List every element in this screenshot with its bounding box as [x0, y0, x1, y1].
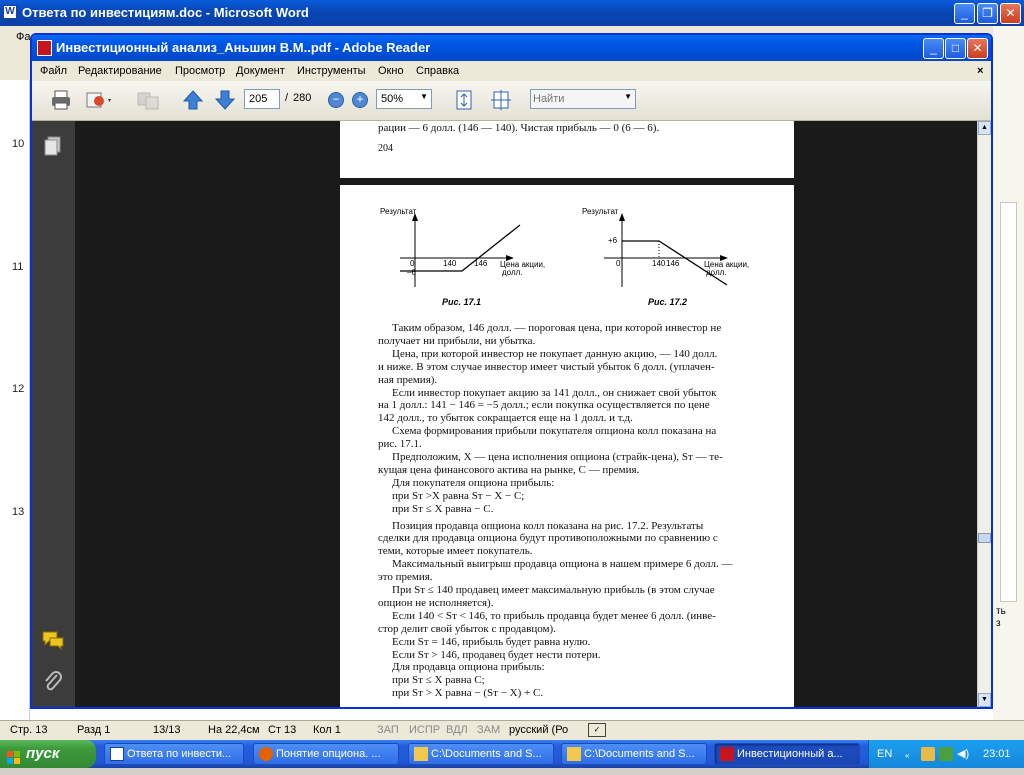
menu-edit[interactable]: Редактирование — [78, 65, 162, 77]
fit-width-icon[interactable] — [490, 89, 512, 111]
start-label: пуск — [26, 745, 60, 762]
task-label: Ответа по инвести... — [127, 748, 232, 760]
page-text-line: при Sᴛ ≤ X равна C; — [392, 674, 485, 687]
page-text-line: Если Sᴛ > 146, продавец будет нести потери. — [392, 648, 601, 661]
menu-window[interactable]: Окно — [378, 65, 404, 77]
word-statusbar — [0, 720, 1024, 740]
page-text-line: Если 140 < Sᴛ < 146, то прибыль продавца будет менее 6 долл. (инве- — [392, 609, 716, 622]
fig2-caption: Рис. 17.2 — [648, 297, 688, 307]
menu-document[interactable]: Документ — [236, 65, 285, 77]
system-tray — [868, 740, 1024, 768]
page-text-line: Схема формирования прибыли покупателя опциона колл показана на — [392, 425, 717, 438]
adobe-minimize-button[interactable]: _ — [923, 38, 944, 59]
fig2-ylabel: Результат — [582, 207, 619, 216]
print-icon[interactable] — [50, 89, 72, 111]
clock: 23:01 — [983, 748, 1011, 760]
page-text-line: Таким образом, 146 долл. — пороговая цена, при которой инвестор не — [392, 322, 722, 334]
fig2-xlabel-unit: долл. — [706, 268, 727, 277]
fit-page-icon[interactable] — [454, 89, 474, 111]
navigation-panel — [32, 121, 75, 709]
ruler-number: 11 — [12, 261, 24, 273]
zoom-select[interactable] — [376, 89, 432, 109]
word-restore-button[interactable]: ❐ — [977, 3, 998, 24]
page-text-line: Для продавца опциона прибыль: — [392, 661, 545, 674]
adobe-menubar — [32, 61, 991, 81]
fig1-zero: 0 — [410, 259, 415, 268]
word-menu-file[interactable]: Фа — [16, 31, 31, 43]
status-language: русский (Ро — [509, 724, 569, 736]
comments-icon[interactable] — [41, 629, 65, 651]
word-close-button[interactable]: ✕ — [1000, 3, 1021, 24]
find-box[interactable] — [530, 89, 636, 109]
scroll-down-icon[interactable]: ▼ — [978, 693, 991, 707]
tray-expand-icon[interactable]: « — [905, 751, 910, 760]
scroll-up-icon[interactable]: ▲ — [978, 121, 991, 135]
word-right-scroll-area[interactable] — [993, 26, 1024, 720]
zoom-value: 50% — [381, 93, 404, 105]
status-section: Разд 1 — [77, 724, 111, 736]
menu-file[interactable]: Файл — [40, 65, 68, 77]
page-text-line: теми, которые имеет покупатель. — [378, 545, 533, 558]
previous-page-icon[interactable] — [182, 89, 204, 111]
page-text-line: получает ни прибыли, ни убытка. — [378, 334, 536, 347]
page-text-line: при Sᴛ >X равна Sᴛ − X − C; — [392, 489, 525, 502]
pdf-page-205 — [340, 185, 794, 709]
fig1-tick-140: 140 — [443, 259, 457, 268]
task-adobe-reader[interactable] — [714, 743, 860, 765]
document-view[interactable] — [75, 121, 977, 709]
windows-logo-icon — [7, 747, 21, 761]
page-text-line: и ниже. В этом случае инвестор имеет чистый убыток 6 долл. (уплачен- — [378, 360, 715, 373]
fig1-minus: –6 — [407, 268, 416, 277]
page-number: 204 — [378, 143, 393, 154]
page-separator: / — [285, 92, 289, 104]
word-icon — [110, 747, 124, 761]
fig2-plus: +6 — [608, 236, 618, 245]
page-text-line: кущая цена финансового актива на рынке, C — премия. — [378, 463, 640, 476]
email-icon[interactable] — [84, 89, 114, 111]
page-text-line: на 1 долл.: 141 − 146 = −5 долл.; если покупка осуществляется по цене — [378, 399, 710, 412]
menu-help[interactable]: Справка — [416, 65, 460, 77]
find-input[interactable] — [533, 91, 621, 107]
page-text-line: Позиция продавца опциона колл показана на рис. 17.2. Результаты — [392, 519, 704, 532]
word-side-text: ть — [996, 606, 1006, 617]
menu-close-doc[interactable]: × — [977, 65, 984, 77]
page-text-line: Если Sᴛ = 146, прибыль будет равна нулю. — [392, 635, 591, 648]
page-text-line: это премия. — [378, 571, 433, 584]
page-text-line: рис. 17.1. — [378, 438, 422, 451]
word-side-text: з — [996, 618, 1001, 629]
adobe-reader-window — [30, 33, 993, 709]
firefox-icon — [259, 747, 273, 761]
task-label: C:\Documents and S... — [584, 748, 695, 760]
adobe-toolbar — [32, 81, 991, 121]
page-text-line: Цена, при которой инвестор не покупает данную акцию, — 140 долл. — [392, 347, 718, 360]
volume-icon[interactable]: ◀) — [957, 748, 970, 760]
fig2-tick-140: 140 — [652, 259, 666, 268]
page-text-line: При Sᴛ ≤ 140 продавец имеет максимальную прибыль (в этом случае — [392, 584, 715, 596]
status-col: Кол 1 — [313, 724, 341, 736]
menu-tools[interactable]: Инструменты — [297, 65, 366, 77]
word-title-text: Ответа по инвестициям.doc - Microsoft Word — [22, 5, 309, 20]
status-ext[interactable]: ВДЛ — [446, 724, 468, 736]
page-text-line: опцион не исполняется). — [378, 596, 494, 609]
scroll-thumb[interactable] — [978, 533, 991, 543]
pdf-app-icon — [37, 40, 52, 56]
task-label: C:\Documents and S... — [431, 748, 542, 760]
page-text-line: сделки для продавца опциона будут противоположными по сравнению с — [378, 532, 718, 545]
menu-view[interactable]: Просмотр — [175, 65, 226, 77]
tray-shield-icon[interactable] — [939, 747, 953, 761]
task-label: Инвестиционный а... — [737, 748, 843, 760]
fig2-zero: 0 — [616, 259, 621, 268]
start-button[interactable] — [0, 740, 96, 768]
task-folder-2[interactable] — [561, 743, 707, 765]
fig2-tick-146: 146 — [666, 259, 680, 268]
page-text-line: Если инвестор покупает акцию за 141 долл., он снижает свой убыток — [392, 386, 717, 399]
ruler-number: 12 — [12, 383, 25, 395]
language-indicator[interactable]: EN — [877, 748, 893, 760]
page-body — [340, 322, 794, 709]
word-vertical-ruler — [0, 80, 30, 720]
chevron-down-icon: ▼ — [420, 92, 428, 101]
fig1-caption: Рис. 17.1 — [442, 297, 482, 307]
ruler-number: 10 — [12, 138, 25, 150]
page-text-line: ная премия). — [378, 373, 438, 386]
page-text-line: при Sᴛ > X равна − (Sᴛ − X) + C. — [392, 687, 544, 700]
page-text-line: при Sᴛ ≤ X равна − C. — [392, 502, 494, 515]
fig1-xlabel: Цена акции, — [500, 260, 546, 269]
fig1-xlabel-unit: долл. — [502, 268, 523, 277]
document-scrollbar[interactable] — [977, 121, 991, 709]
pdf-icon — [720, 747, 734, 761]
fig1-tick-146: 146 — [474, 259, 488, 268]
ruler-number: 13 — [12, 506, 25, 518]
status-line: Ст 13 — [268, 724, 297, 736]
review-icon[interactable] — [136, 89, 162, 111]
page-text-line: Предположим, X — цена исполнения опциона (страйк-цена), Sᴛ — те- — [392, 451, 723, 463]
zoom-in-icon[interactable]: + — [352, 92, 368, 108]
task-word[interactable] — [104, 743, 244, 765]
word-minimize-button[interactable]: _ — [954, 3, 975, 24]
page-text-line: стор делит свой убыток с продавцом). — [378, 622, 556, 635]
adobe-close-button[interactable]: ✕ — [967, 38, 988, 59]
page-number-input[interactable] — [244, 89, 280, 109]
pdf-page-204 — [340, 121, 794, 178]
tray-app-icon[interactable] — [921, 747, 935, 761]
status-at: На 22,4см — [208, 724, 260, 736]
pages-icon[interactable] — [43, 135, 63, 157]
status-ovr[interactable]: ЗАМ — [477, 724, 501, 736]
word-titlebar — [0, 0, 1024, 26]
task-folder-1[interactable] — [408, 743, 554, 765]
attachments-icon[interactable] — [43, 671, 63, 695]
fig2-xlabel: Цена акции, — [704, 260, 750, 269]
figure-17-1 — [380, 207, 560, 317]
fig1-ylabel: Результат — [380, 207, 417, 216]
page-text-line: Максимальный выигрыш продавца опциона в нашем примере 6 долл. — — [392, 558, 733, 571]
word-app-icon: W — [3, 5, 17, 19]
word-scrollbar[interactable] — [1000, 202, 1017, 602]
page-text-line: 142 долл., то убыток сокращается еще на 1 долл. и т.д. — [378, 412, 633, 425]
page-text-line: Для покупателя опциона прибыль: — [392, 476, 555, 489]
figure-17-2 — [582, 207, 762, 317]
chevron-down-icon: ▼ — [624, 92, 632, 101]
folder-icon — [567, 747, 581, 761]
adobe-maximize-button[interactable]: □ — [945, 38, 966, 59]
task-label: Понятие опциона. ... — [276, 748, 381, 760]
task-firefox[interactable] — [253, 743, 399, 765]
adobe-title-text: Инвестиционный анализ_Аньшин В.М..pdf - Adobe Reader — [56, 40, 431, 55]
adobe-titlebar — [32, 35, 991, 61]
next-page-icon[interactable] — [214, 89, 236, 111]
status-rec[interactable]: ЗАП — [377, 724, 399, 736]
status-trk[interactable]: ИСПР — [409, 724, 441, 736]
page-text: рации — 6 долл. (146 — 140). Чистая прибыль — 0 (6 — 6). — [378, 122, 660, 134]
status-page: Стр. 13 — [10, 724, 48, 736]
status-pages: 13/13 — [153, 724, 181, 736]
spellcheck-icon[interactable]: ✓ — [588, 723, 606, 737]
zoom-out-icon[interactable]: − — [328, 92, 344, 108]
folder-icon — [414, 747, 428, 761]
page-total: 280 — [293, 92, 312, 104]
